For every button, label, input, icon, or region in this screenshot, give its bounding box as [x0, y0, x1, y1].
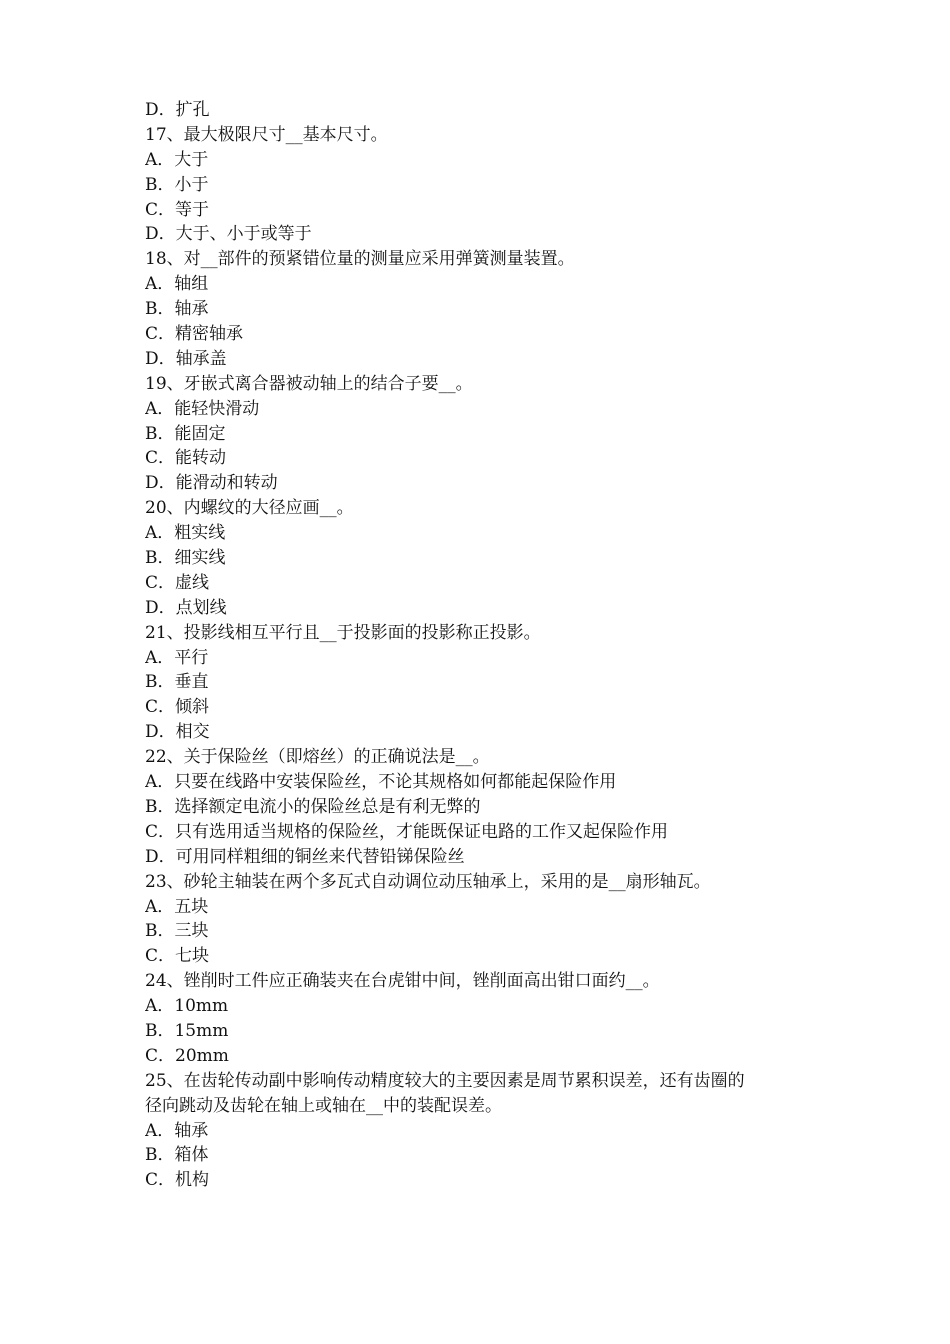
question-22: 22、关于保险丝（即熔丝）的正确说法是__。 [145, 747, 490, 768]
option-line: C．只有选用适当规格的保险丝，才能既保证电路的工作又起保险作用 [145, 821, 669, 842]
option-line: B．能固定 [145, 423, 226, 444]
option-line: C．机构 [145, 1170, 210, 1191]
option-line: B．细实线 [145, 548, 226, 569]
question-18: 18、对__部件的预紧错位量的测量应采用弹簧测量装置。 [145, 249, 575, 270]
question-list [145, 98, 815, 1193]
option-line: C．精密轴承 [145, 324, 244, 345]
option-line: A．平行 [145, 647, 209, 668]
option-line: D．轴承盖 [145, 348, 227, 369]
question-23: 23、砂轮主轴装在两个多瓦式自动调位动压轴承上，采用的是__扇形轴瓦。 [145, 871, 711, 892]
option-line: D．相交 [145, 722, 210, 743]
option-line: D．扩孔 [145, 100, 210, 120]
option-line: A．轴承 [145, 1120, 209, 1141]
question-21: 21、投影线相互平行且__于投影面的投影称正投影。 [145, 622, 541, 643]
question-24: 24、锉削时工件应正确装夹在台虎钳中间，锉削面高出钳口面约__。 [145, 971, 660, 992]
question-19: 19、牙嵌式离合器被动轴上的结合子要__。 [145, 373, 473, 394]
option-line: B．垂直 [145, 672, 209, 693]
option-line: C．七块 [145, 946, 210, 967]
option-line: B．小于 [145, 174, 209, 195]
option-line: A．粗实线 [145, 523, 226, 544]
option-line: B．轴承 [145, 299, 209, 320]
option-line: D．可用同样粗细的铜丝来代替铅锑保险丝 [145, 846, 465, 867]
option-line: C．虚线 [145, 572, 210, 593]
option-line: D．能滑动和转动 [145, 473, 278, 494]
option-line: B．三块 [145, 921, 209, 942]
option-line: A．轴组 [145, 274, 209, 295]
option-line: A．10mm [145, 996, 229, 1017]
option-line: D．点划线 [145, 597, 227, 618]
option-line: D．大于、小于或等于 [145, 224, 312, 245]
option-line: C．等于 [145, 199, 210, 220]
question-20: 20、内螺纹的大径应画__。 [145, 498, 354, 519]
question-25-continuation: 径向跳动及齿轮在轴上或轴在__中的装配误差。 [145, 1095, 502, 1116]
option-line: A．大于 [145, 149, 209, 170]
option-line: A．只要在线路中安装保险丝，不论其规格如何都能起保险作用 [145, 772, 617, 793]
option-line: B．选择额定电流小的保险丝总是有利无弊的 [145, 796, 481, 817]
option-line: A．五块 [145, 896, 209, 917]
option-line: C．能转动 [145, 448, 227, 469]
option-line: C．20mm [145, 1045, 229, 1066]
option-line: B．15mm [145, 1020, 229, 1041]
option-line: C．倾斜 [145, 697, 210, 718]
question-17: 17、最大极限尺寸__基本尺寸。 [145, 124, 388, 145]
question-25: 25、在齿轮传动副中影响传动精度较大的主要因素是周节累积误差，还有齿圈的 [145, 1070, 745, 1091]
option-line: B．箱体 [145, 1145, 209, 1166]
option-line: A．能轻快滑动 [145, 398, 260, 419]
